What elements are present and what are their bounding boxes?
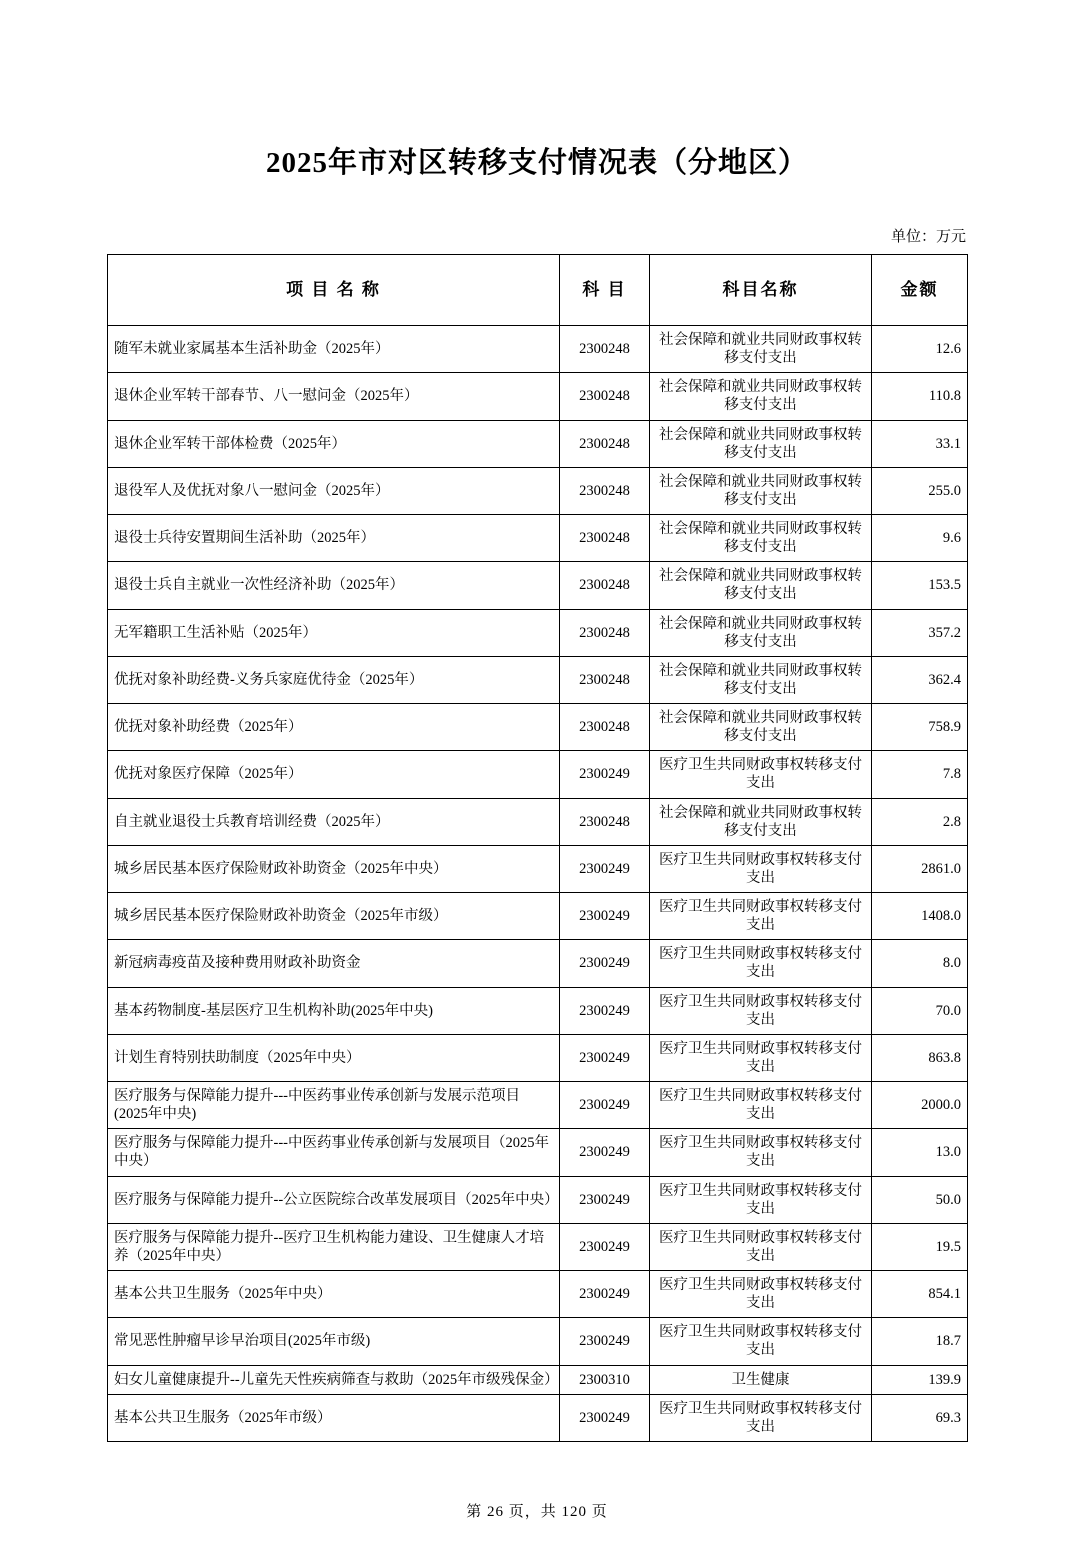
cell-subject-code: 2300248 [560,515,650,562]
cell-subject-code: 2300249 [560,1176,650,1223]
cell-project-name: 常见恶性肿瘤早诊早治项目(2025年市级) [108,1318,560,1365]
page-footer: 第 26 页，共 120 页 [466,1503,608,1520]
cell-project-name: 优抚对象医疗保障（2025年） [108,751,560,798]
cell-subject-name: 医疗卫生共同财政事权转移支付支出 [650,1394,872,1441]
cell-subject-code: 2300249 [560,940,650,987]
cell-amount: 18.7 [872,1318,968,1365]
cell-project-name: 无军籍职工生活补贴（2025年） [108,609,560,656]
cell-project-name: 随军未就业家属基本生活补助金（2025年） [108,326,560,373]
table-row [108,1129,968,1176]
cell-amount: 13.0 [872,1129,968,1176]
page-title: 2025年市对区转移支付情况表（分地区） [265,147,808,179]
table-row [108,987,968,1034]
cell-amount: 8.0 [872,940,968,987]
cell-amount: 9.6 [872,515,968,562]
cell-subject-code: 2300249 [560,751,650,798]
cell-subject-code: 2300249 [560,1318,650,1365]
cell-amount: 863.8 [872,1034,968,1081]
cell-subject-name: 卫生健康 [650,1365,872,1394]
cell-subject-code: 2300248 [560,656,650,703]
table-header-row [108,255,968,326]
cell-subject-code: 2300249 [560,1082,650,1129]
cell-subject-code: 2300249 [560,1271,650,1318]
table-row [108,373,968,420]
cell-project-name: 城乡居民基本医疗保险财政补助资金（2025年中央） [108,845,560,892]
cell-subject-name: 社会保障和就业共同财政事权转移支付支出 [650,373,872,420]
table-row [108,562,968,609]
cell-subject-code: 2300310 [560,1365,650,1394]
table-row [108,1318,968,1365]
cell-subject-name: 医疗卫生共同财政事权转移支付支出 [650,940,872,987]
cell-amount: 33.1 [872,420,968,467]
column-header-subject-code: 科 目 [560,255,650,326]
cell-project-name: 优抚对象补助经费（2025年） [108,704,560,751]
cell-subject-code: 2300249 [560,987,650,1034]
cell-project-name: 基本公共卫生服务（2025年中央） [108,1271,560,1318]
cell-subject-code: 2300248 [560,467,650,514]
cell-subject-name: 社会保障和就业共同财政事权转移支付支出 [650,609,872,656]
cell-subject-name: 社会保障和就业共同财政事权转移支付支出 [650,420,872,467]
cell-amount: 139.9 [872,1365,968,1394]
cell-subject-name: 社会保障和就业共同财政事权转移支付支出 [650,562,872,609]
cell-amount: 110.8 [872,373,968,420]
cell-amount: 854.1 [872,1271,968,1318]
cell-amount: 255.0 [872,467,968,514]
transfer-payment-table [107,254,968,1442]
table-row [108,656,968,703]
table-row [108,515,968,562]
cell-amount: 70.0 [872,987,968,1034]
table-row [108,704,968,751]
cell-subject-name: 社会保障和就业共同财政事权转移支付支出 [650,467,872,514]
cell-project-name: 医疗服务与保障能力提升--公立医院综合改革发展项目（2025年中央） [108,1176,560,1223]
table-row [108,893,968,940]
cell-subject-code: 2300248 [560,373,650,420]
table-body [108,326,968,1442]
transfer-payment-table-wrapper [107,254,967,1442]
cell-project-name: 自主就业退役士兵教育培训经费（2025年） [108,798,560,845]
cell-subject-code: 2300248 [560,704,650,751]
table-row [108,326,968,373]
cell-subject-code: 2300249 [560,845,650,892]
table-row [108,420,968,467]
cell-project-name: 妇女儿童健康提升--儿童先天性疾病筛查与救助（2025年市级残保金） [108,1365,560,1394]
cell-amount: 2861.0 [872,845,968,892]
cell-subject-code: 2300249 [560,1394,650,1441]
cell-project-name: 计划生育特别扶助制度（2025年中央） [108,1034,560,1081]
column-header-subject-name: 科目名称 [650,255,872,326]
table-row [108,609,968,656]
cell-project-name: 新冠病毒疫苗及接种费用财政补助资金 [108,940,560,987]
table-row [108,1034,968,1081]
table-row [108,1082,968,1129]
table-row [108,1176,968,1223]
cell-subject-code: 2300249 [560,1223,650,1270]
cell-amount: 19.5 [872,1223,968,1270]
table-row [108,1365,968,1394]
cell-project-name: 医疗服务与保障能力提升--医疗卫生机构能力建设、卫生健康人才培养（2025年中央） [108,1223,560,1270]
cell-subject-code: 2300249 [560,893,650,940]
cell-amount: 2000.0 [872,1082,968,1129]
table-row [108,467,968,514]
cell-subject-code: 2300248 [560,420,650,467]
column-header-project-name: 项 目 名 称 [108,255,560,326]
cell-subject-name: 医疗卫生共同财政事权转移支付支出 [650,845,872,892]
table-row [108,798,968,845]
cell-project-name: 退役士兵自主就业一次性经济补助（2025年） [108,562,560,609]
cell-subject-name: 医疗卫生共同财政事权转移支付支出 [650,1318,872,1365]
table-row [108,751,968,798]
cell-subject-name: 医疗卫生共同财政事权转移支付支出 [650,1034,872,1081]
cell-amount: 12.6 [872,326,968,373]
cell-subject-code: 2300248 [560,609,650,656]
cell-project-name: 退休企业军转干部春节、八一慰问金（2025年） [108,373,560,420]
column-header-amount: 金额 [872,255,968,326]
cell-project-name: 退役士兵待安置期间生活补助（2025年） [108,515,560,562]
cell-subject-name: 社会保障和就业共同财政事权转移支付支出 [650,326,872,373]
cell-amount: 758.9 [872,704,968,751]
table-row [108,940,968,987]
cell-project-name: 退役军人及优抚对象八一慰问金（2025年） [108,467,560,514]
cell-project-name: 医疗服务与保障能力提升---中医药事业传承创新与发展项目（2025年中央） [108,1129,560,1176]
cell-project-name: 基本药物制度-基层医疗卫生机构补助(2025年中央) [108,987,560,1034]
cell-subject-code: 2300249 [560,1129,650,1176]
table-row [108,1394,968,1441]
cell-subject-name: 医疗卫生共同财政事权转移支付支出 [650,1129,872,1176]
cell-subject-name: 社会保障和就业共同财政事权转移支付支出 [650,798,872,845]
table-row [108,1271,968,1318]
cell-subject-name: 医疗卫生共同财政事权转移支付支出 [650,1223,872,1270]
cell-subject-name: 医疗卫生共同财政事权转移支付支出 [650,893,872,940]
cell-amount: 362.4 [872,656,968,703]
table-row [108,845,968,892]
cell-amount: 2.8 [872,798,968,845]
cell-subject-name: 医疗卫生共同财政事权转移支付支出 [650,1176,872,1223]
cell-project-name: 医疗服务与保障能力提升---中医药事业传承创新与发展示范项目(2025年中央) [108,1082,560,1129]
cell-subject-code: 2300248 [560,562,650,609]
cell-project-name: 优抚对象补助经费-义务兵家庭优待金（2025年） [108,656,560,703]
cell-subject-name: 社会保障和就业共同财政事权转移支付支出 [650,704,872,751]
unit-note: 单位：万元 [890,229,966,245]
cell-subject-name: 医疗卫生共同财政事权转移支付支出 [650,987,872,1034]
cell-amount: 153.5 [872,562,968,609]
cell-subject-name: 社会保障和就业共同财政事权转移支付支出 [650,656,872,703]
cell-subject-code: 2300248 [560,798,650,845]
cell-subject-name: 社会保障和就业共同财政事权转移支付支出 [650,515,872,562]
cell-amount: 1408.0 [872,893,968,940]
cell-amount: 50.0 [872,1176,968,1223]
cell-subject-name: 医疗卫生共同财政事权转移支付支出 [650,751,872,798]
cell-subject-code: 2300248 [560,326,650,373]
cell-subject-code: 2300249 [560,1034,650,1081]
cell-project-name: 退休企业军转干部体检费（2025年） [108,420,560,467]
table-row [108,1223,968,1270]
cell-project-name: 城乡居民基本医疗保险财政补助资金（2025年市级） [108,893,560,940]
cell-amount: 357.2 [872,609,968,656]
cell-amount: 69.3 [872,1394,968,1441]
cell-subject-name: 医疗卫生共同财政事权转移支付支出 [650,1082,872,1129]
cell-project-name: 基本公共卫生服务（2025年市级） [108,1394,560,1441]
cell-amount: 7.8 [872,751,968,798]
cell-subject-name: 医疗卫生共同财政事权转移支付支出 [650,1271,872,1318]
